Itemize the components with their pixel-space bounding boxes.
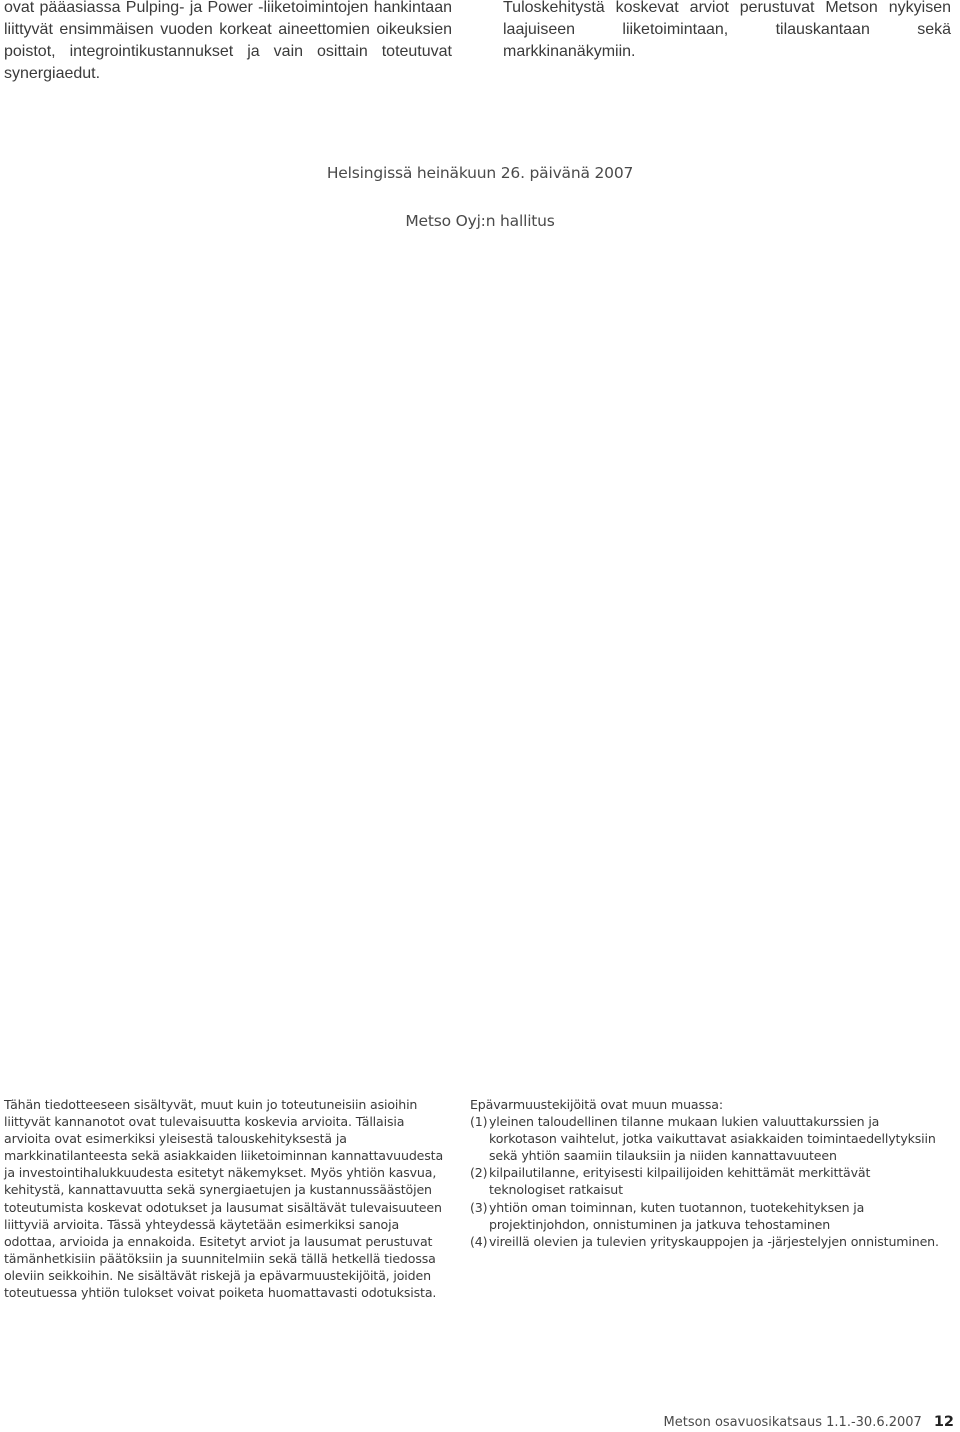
page-number: 12 <box>933 1414 954 1430</box>
list-item <box>470 1233 940 1250</box>
uncertainty-factors <box>470 1096 940 1250</box>
list-item-text: yhtiön oman toiminnan, kuten tuotannon, tuotekehityksen ja projektinjohdon, onnistuminen ja jatkuva tehostaminen <box>489 1199 865 1232</box>
top-right-column <box>503 0 951 63</box>
top-right-paragraph: Tuloskehitystä koskevat arviot perustuvat Metson nykyisen laajuiseen liiketoimintaan, tilauskantaan sekä markkinanäkymiin. <box>503 0 951 60</box>
list-item-text: vireillä olevien ja tulevien yrityskauppojen ja -järjestelyjen onnistuminen. <box>489 1233 939 1249</box>
list-item-text: yleinen taloudellinen tilanne mukaan lukien valuuttakurssien ja korkotason vaihtelut, jotka vaikuttavat asiakkaiden toimintaedellytyksiin sekä yhtiön saamiin tilauksiin ja niiden kannattavuuteen <box>489 1114 936 1164</box>
page-footer <box>664 1414 954 1430</box>
place-date: Helsingissä heinäkuun 26. päivänä 2007 <box>326 164 634 182</box>
list-item <box>470 1164 940 1198</box>
list-item-text: kilpailutilanne, erityisesti kilpailijoiden kehittämät merkittävät teknologiset ratkaisut <box>489 1165 871 1198</box>
list-item-number: (4) <box>470 1233 488 1249</box>
list-item-number: (1) <box>470 1114 488 1130</box>
list-item <box>470 1199 940 1233</box>
board-signature: Metso Oyj:n hallitus <box>405 212 555 230</box>
top-left-paragraph: ovat pääasiassa Pulping- ja Power -liiketoimintojen hankintaan liittyvät ensimmäisen vuoden korkeat aineettomien oikeuksien poistot, integrointikustannukset ja vain osittain toteutuvat synergiaedut. <box>4 0 452 82</box>
list-item-number: (3) <box>470 1199 488 1215</box>
footer-title: Metson osavuosikatsaus 1.1.-30.6.2007 <box>663 1415 922 1430</box>
forward-looking-disclaimer <box>4 1096 452 1301</box>
uncertainty-intro: Epävarmuustekijöitä ovat muun muassa: <box>470 1097 723 1112</box>
top-left-column <box>4 0 452 85</box>
disclaimer-text: Tähän tiedotteeseen sisältyvät, muut kuin jo toteutuneisiin asioihin liittyvät kannanotot ovat tulevaisuutta koskevia arvioita. Tällaisia arvioita ovat esimerkiksi yleisestä talouskehityksestä ja markkinatilanteesta sekä asiakkaiden liiketoiminnan kannattavuudesta ja investointihalukkuudesta esitetyt näkemykset. Myös yhtiön kasvua, kehitystä, kannattavuutta sekä synergiaetujen ja kustannussäästöjen toteutumista koskevat odotukset ja lausumat sisältävät tulevaisuuteen liittyviä arvioita. Tässä yhteydessä käytetään esimerkiksi sanoja odottaa, arvioida ja ennakoida. Esitetyt arviot ja lausumat perustuvat tämänhetkisiin päätöksiin ja suunnitelmiin sekä tällä hetkellä tiedossa oleviin seikkoihin. Ne sisältävät riskejä ja epävarmuustekijöitä, joiden toteutuessa yhtiön tulokset voivat poiketa huomattavasti odotuksista. <box>4 1097 444 1301</box>
list-item <box>470 1113 940 1164</box>
uncertainty-list <box>470 1113 940 1250</box>
list-item-number: (2) <box>470 1165 488 1181</box>
